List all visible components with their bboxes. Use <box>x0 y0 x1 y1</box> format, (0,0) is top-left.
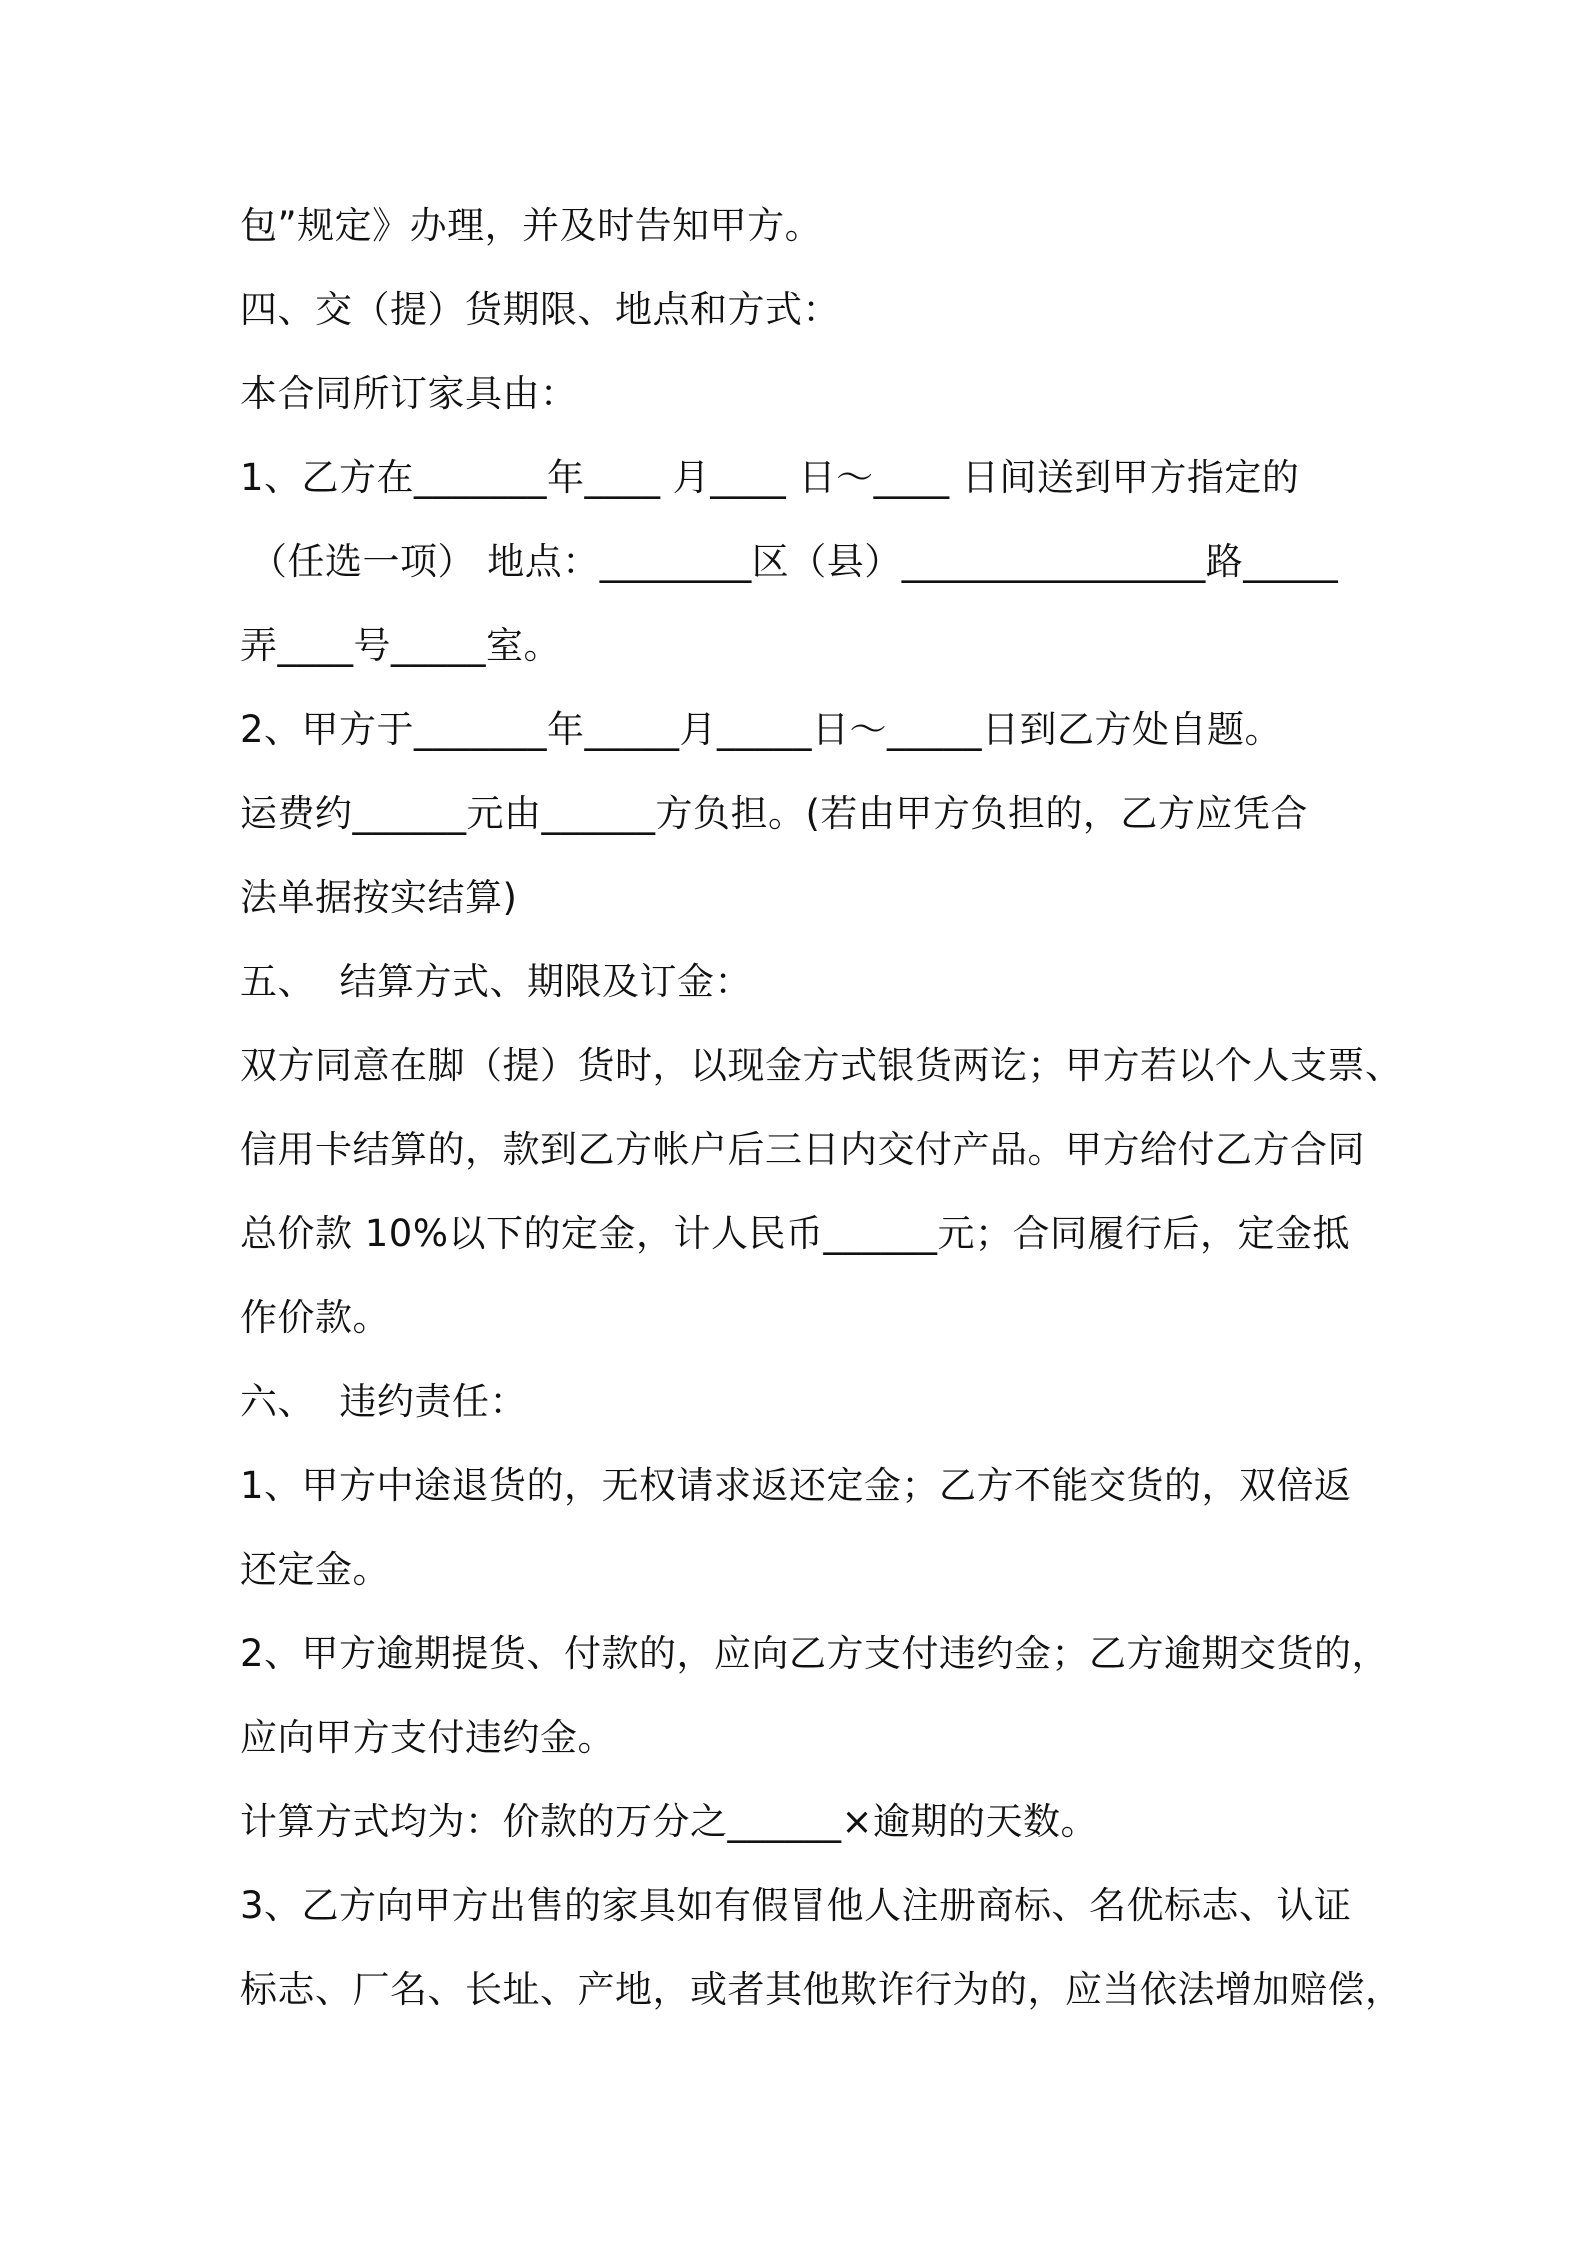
liability-clause-2-cont: 应向甲方支付违约金。 <box>240 1716 615 1759</box>
liability-clause-3-cont: 标志、厂名、长址、产地，或者其他欺诈行为的，应当依法增加赔偿， <box>240 1968 1403 2011</box>
section-heading-delivery: 四、交（提）货期限、地点和方式： <box>240 288 840 331</box>
settlement-line-2: 信用卡结算的，款到乙方帐户后三日内交付产品。甲方给付乙方合同 <box>240 1128 1365 1171</box>
settlement-line-1: 双方同意在脚（提）货时，以现金方式银货两讫；甲方若以个人支票、 <box>240 1044 1403 1087</box>
liability-clause-1-cont: 还定金。 <box>240 1548 390 1591</box>
delivery-address-line-2: 弄____号_____室。 <box>240 624 561 667</box>
delivery-clause-2: 2、甲方于_______年_____月_____日～_____日到乙方处自题。 <box>240 708 1283 751</box>
freight-line: 运费约______元由______方负担。(若由甲方负担的，乙方应凭合 <box>240 792 1308 835</box>
settlement-line-4: 作价款。 <box>240 1296 390 1339</box>
liability-clause-3: 3、乙方向甲方出售的家具如有假冒他人注册商标、名优标志、认证 <box>240 1884 1352 1927</box>
liability-clause-2: 2、甲方逾期提货、付款的，应向乙方支付违约金；乙方逾期交货的， <box>240 1632 1390 1675</box>
text-line-1: 包”规定》办理，并及时告知甲方。 <box>240 204 823 247</box>
section-heading-settlement: 五、 结算方式、期限及订金： <box>240 960 753 1003</box>
text-line-3: 本合同所订家具由： <box>240 372 578 415</box>
settlement-line-3: 总价款 10%以下的定金，计人民币______元；合同履行后，定金抵 <box>240 1212 1350 1255</box>
liability-clause-1: 1、甲方中途退货的，无权请求返还定金；乙方不能交货的，双倍返 <box>240 1464 1352 1507</box>
calculation-line: 计算方式均为：价款的万分之______×逾期的天数。 <box>240 1800 1099 1843</box>
delivery-address-line: （任选一项） 地点：________区（县）________________路_____ <box>250 540 1339 583</box>
delivery-clause-1: 1、乙方在_______年____ 月____ 日～____ 日间送到甲方指定的 <box>240 456 1300 499</box>
freight-line-2: 法单据按实结算) <box>240 876 518 919</box>
section-heading-liability: 六、 违约责任： <box>240 1380 528 1423</box>
